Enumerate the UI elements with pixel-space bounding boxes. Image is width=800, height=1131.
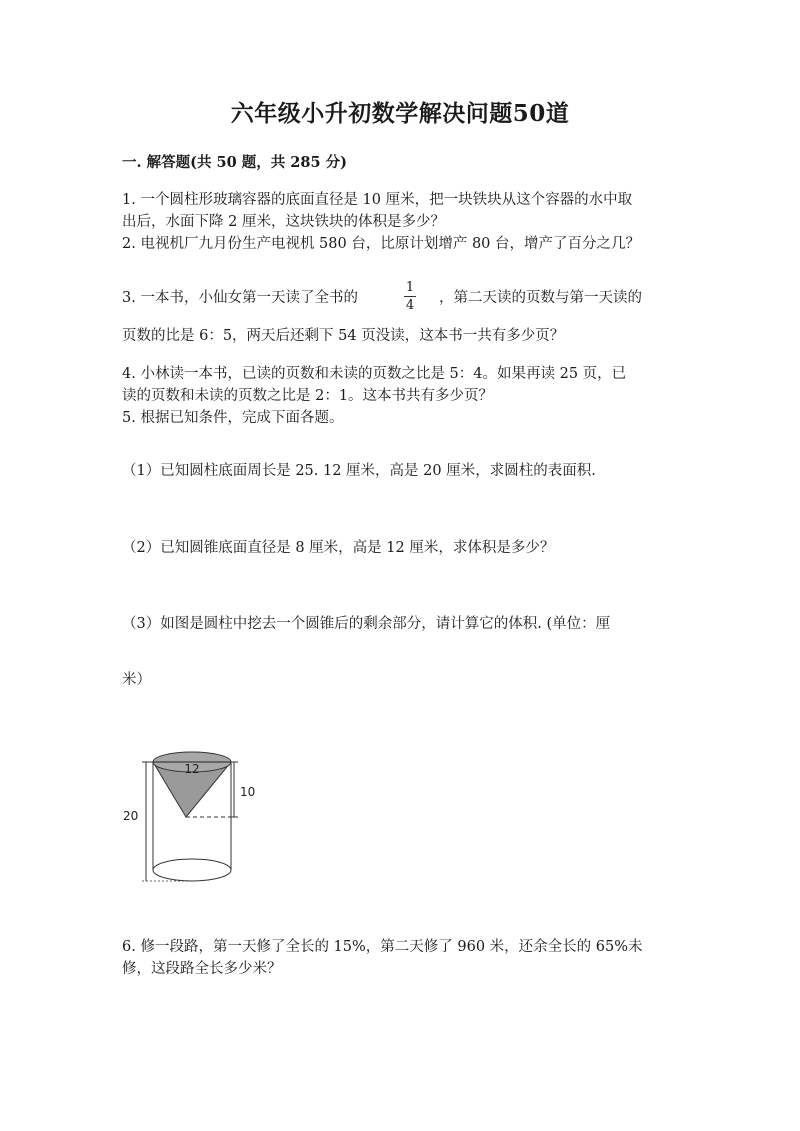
question-1-line-1: 1. 一个圆柱形玻璃容器的底面直径是 10 厘米，把一块铁块从这个容器的水中取 [122, 192, 633, 208]
question-5-3-line-1: （3）如图是圆柱中挖去一个圆锥后的剩余部分，请计算它的体积. (单位：厘 [122, 616, 611, 632]
question-5-2: （2）已知圆锥底面直径是 8 厘米，高是 12 厘米，求体积是多少？ [122, 540, 555, 556]
question-4-line-1: 4. 小林读一本书，已读的页数和未读的页数之比是 5：4。如果再读 25 页，已 [122, 366, 627, 382]
cylinder-bottom-ellipse [153, 859, 231, 881]
question-5-3-line-2: 米） [122, 672, 151, 688]
page-title: 六年级小升初数学解决问题50道 [230, 100, 570, 127]
cylinder-height-label: 20 [123, 809, 139, 823]
question-6-line-1: 6. 修一段路，第一天修了全长的 15%，第二天修了 960 米，还余全长的 65%未 [122, 939, 643, 955]
question-3-part-1: 3. 一本书，小仙女第一天读了全书的 [122, 290, 358, 306]
fraction-one-quarter [402, 280, 418, 313]
question-3-part-2: ，第二天读的页数与第一天读的 [439, 290, 642, 306]
question-4-line-2: 读的页数和未读的页数之比是 2：1。这本书共有多少页？ [122, 388, 494, 404]
cylinder-cone-figure [118, 745, 258, 890]
question-5: 5. 根据已知条件，完成下面各题。 [122, 410, 344, 426]
question-5-1: （1）已知圆柱底面周长是 25. 12 厘米，高是 20 厘米，求圆柱的表面积. [122, 463, 596, 479]
cone-height-label: 10 [240, 785, 256, 799]
diameter-label: 12 [184, 762, 200, 776]
fraction-numerator: 1 [405, 280, 415, 295]
question-3-line-2: 页数的比是 6：5，两天后还剩下 54 页没读，这本书一共有多少页？ [122, 328, 565, 344]
question-6-line-2: 修，这段路全长多少米？ [122, 961, 282, 977]
section-heading: 一. 解答题(共 50 题，共 285 分) [122, 154, 347, 171]
question-2: 2. 电视机厂九月份生产电视机 580 台，比原计划增产 80 台，增产了百分之几？ [122, 236, 641, 252]
question-1-line-2: 出后，水面下降 2 厘米，这块铁块的体积是多少？ [122, 214, 445, 230]
fraction-denominator: 4 [405, 298, 415, 313]
fraction-bar [404, 296, 416, 297]
